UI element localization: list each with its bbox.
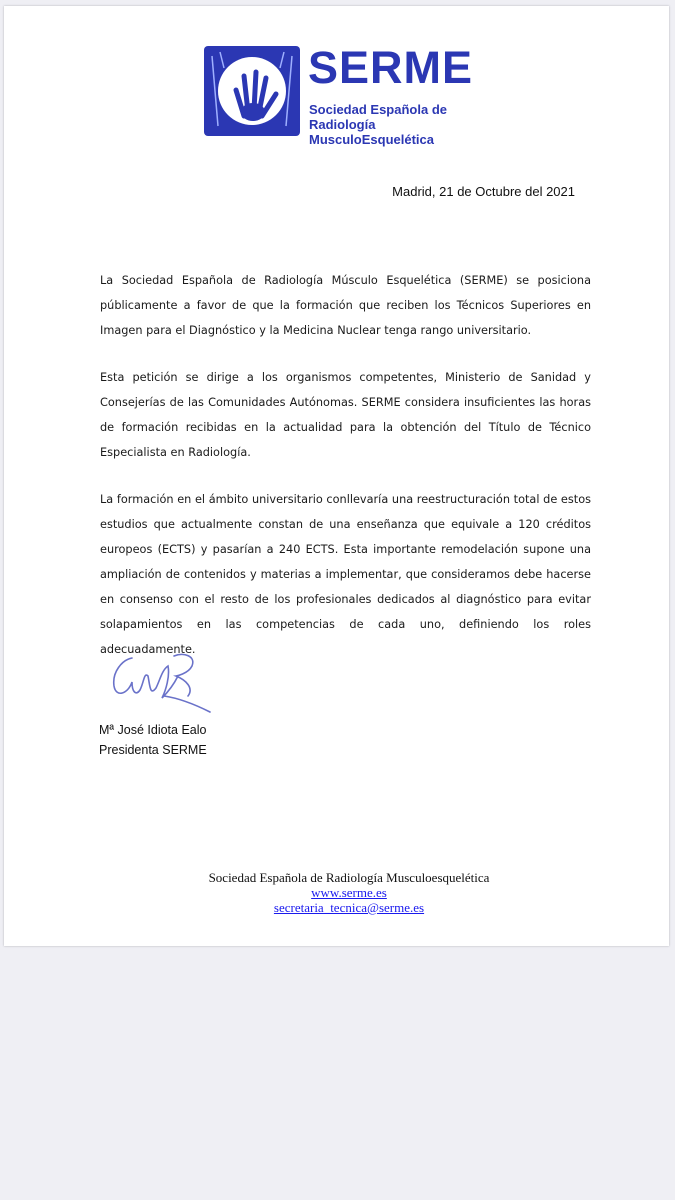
hand-xray-icon: [204, 46, 300, 136]
logo-name: SERME: [308, 42, 474, 93]
email-link[interactable]: secretaria_tecnica@serme.es: [273, 900, 425, 915]
letter-page: [4, 6, 669, 946]
paragraph: La Sociedad Española de Radiología Músculo Esquelética (SERME) se posiciona públicamente a favor de que la formación que reciben los Técnicos Superiores en Imagen para el Diagnóstico y la Medicina Nuclear tenga rango universitario.: [100, 274, 591, 337]
website-link[interactable]: www.serme.es: [311, 885, 387, 900]
signer-block: [99, 720, 207, 760]
serme-logo: [204, 42, 496, 147]
handwritten-signature: [104, 646, 224, 726]
letter-body: [100, 268, 591, 684]
signer-name: Mª José Idiota Ealo: [99, 723, 207, 737]
logo-subtitle-line2: Radiología MusculoEsquelética: [309, 117, 434, 147]
footer-org: Sociedad Española de Radiología Musculoesquelética: [208, 870, 490, 885]
paragraph: La formación en el ámbito universitario conllevaría una reestructuración total de estos estudios que actualmente constan de una enseñanza que equivale a 120 créditos europeos (ECTS) y pasarían a 240 ECTS. Esta importante remodelación supone una ampliación de contenidos y materias a implementar, que consideramos debe hacerse en consenso con el resto de los profesionales dedicados al diagnóstico para evitar solapamientos en las competencias de cada uno, definiendo los roles adecuadamente.: [100, 493, 591, 656]
letter-date: Madrid, 21 de Octubre del 2021: [392, 184, 575, 199]
signer-role: Presidenta SERME: [99, 743, 207, 757]
logo-subtitle: [309, 102, 496, 147]
letter-footer: [4, 870, 675, 915]
logo-subtitle-line1: Sociedad Española de: [309, 102, 447, 117]
paragraph: Esta petición se dirige a los organismos competentes, Ministerio de Sanidad y Consejerías de las Comunidades Autónomas. SERME considera insuficientes las horas de formación recibidas en la actualidad para la obtención del Título de Técnico Especialista en Radiología.: [100, 371, 591, 459]
